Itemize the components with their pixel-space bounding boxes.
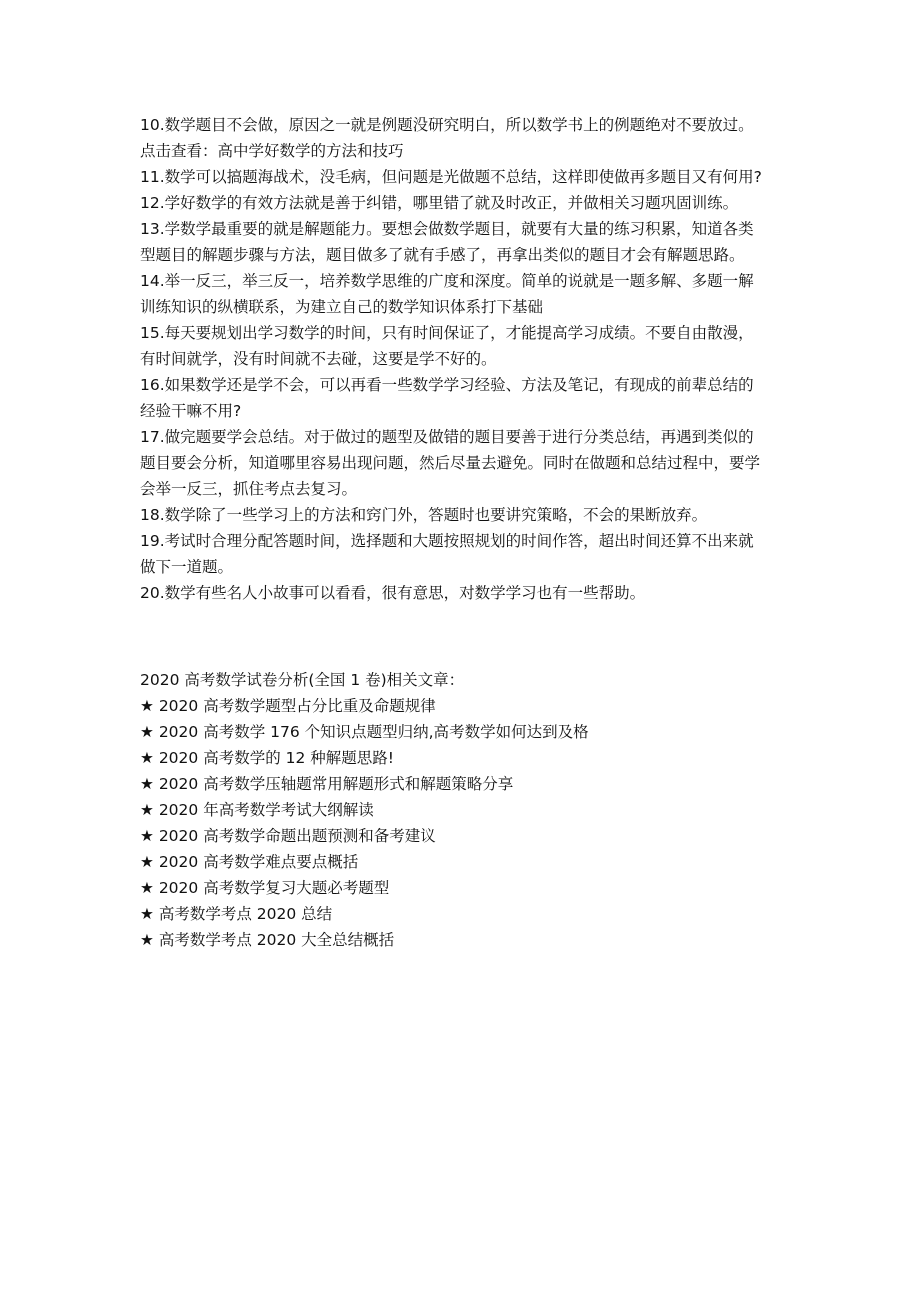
tip-line-17: 17.做完题要学会总结。对于做过的题型及做错的题目要善于进行分类总结，再遇到类似的 [140,428,754,446]
tip-line-16: 16.如果数学还是学不会，可以再看一些数学学习经验、方法及笔记，有现成的前辈总结的 [140,376,754,394]
tip-line-17-cont-2: 会举一反三，抓住考点去复习。 [140,480,358,498]
tip-line-14: 14.举一反三，举三反一，培养数学思维的广度和深度。简单的说就是一题多解、多题一解 [140,272,754,290]
tip-line-19-cont: 做下一道题。 [140,558,234,576]
related-article-link[interactable]: ★ 高考数学考点 2020 总结 [140,905,333,923]
related-article-link[interactable]: ★ 2020 高考数学复习大题必考题型 [140,879,390,897]
related-article-link[interactable]: ★ 2020 年高考数学考试大纲解读 [140,801,374,819]
related-articles [140,667,790,953]
tip-line-13-cont: 型题目的解题步骤与方法，题目做多了就有手感了，再拿出类似的题目才会有解题思路。 [140,246,745,264]
tip-line-14-cont: 训练知识的纵横联系，为建立自己的数学知识体系打下基础 [140,298,544,316]
related-article-link[interactable]: ★ 2020 高考数学命题出题预测和备考建议 [140,827,436,845]
related-article-link[interactable]: ★ 2020 高考数学的 12 种解题思路! [140,749,394,767]
tip-line-10: 10.数学题目不会做，原因之一就是例题没研究明白，所以数学书上的例题绝对不要放过。 [140,116,754,134]
related-link-line[interactable]: 点击查看：高中学好数学的方法和技巧 [140,142,404,160]
tip-line-15-cont: 有时间就学，没有时间就不去碰，这要是学不好的。 [140,350,497,368]
related-article-link[interactable]: ★ 2020 高考数学 176 个知识点题型归纳,高考数学如何达到及格 [140,723,589,741]
tip-line-20: 20.数学有些名人小故事可以看看，很有意思，对数学学习也有一些帮助。 [140,584,646,602]
tip-line-15: 15.每天要规划出学习数学的时间，只有时间保证了，才能提高学习成绩。不要自由散漫， [140,324,754,342]
tip-line-16-cont: 经验干嘛不用? [140,402,242,420]
tip-line-11: 11.数学可以搞题海战术，没毛病，但问题是光做题不总结，这样即使做再多题目又有何用? [140,168,762,186]
tip-line-12: 12.学好数学的有效方法就是善于纠错，哪里错了就及时改正，并做相关习题巩固训练。 [140,194,739,212]
related-article-link[interactable]: ★ 2020 高考数学压轴题常用解题形式和解题策略分享 [140,775,514,793]
tip-line-13: 13.学数学最重要的就是解题能力。要想会做数学题目，就要有大量的练习积累，知道各类 [140,220,754,238]
related-article-link[interactable]: ★ 高考数学考点 2020 大全总结概括 [140,931,395,949]
related-article-link[interactable]: ★ 2020 高考数学题型占分比重及命题规律 [140,697,436,715]
document-page [140,112,790,953]
related-article-link[interactable]: ★ 2020 高考数学难点要点概括 [140,853,359,871]
tip-line-19: 19.考试时合理分配答题时间，选择题和大题按照规划的时间作答，超出时间还算不出来就 [140,532,754,550]
related-articles-heading: 2020 高考数学试卷分析(全国 1 卷)相关文章： [140,671,465,689]
math-tips-list [140,112,790,606]
tip-line-17-cont-1: 题目要会分析，知道哪里容易出现问题，然后尽量去避免。同时在做题和总结过程中，要学 [140,454,761,472]
tip-line-18: 18.数学除了一些学习上的方法和窍门外，答题时也要讲究策略，不会的果断放弃。 [140,506,708,524]
